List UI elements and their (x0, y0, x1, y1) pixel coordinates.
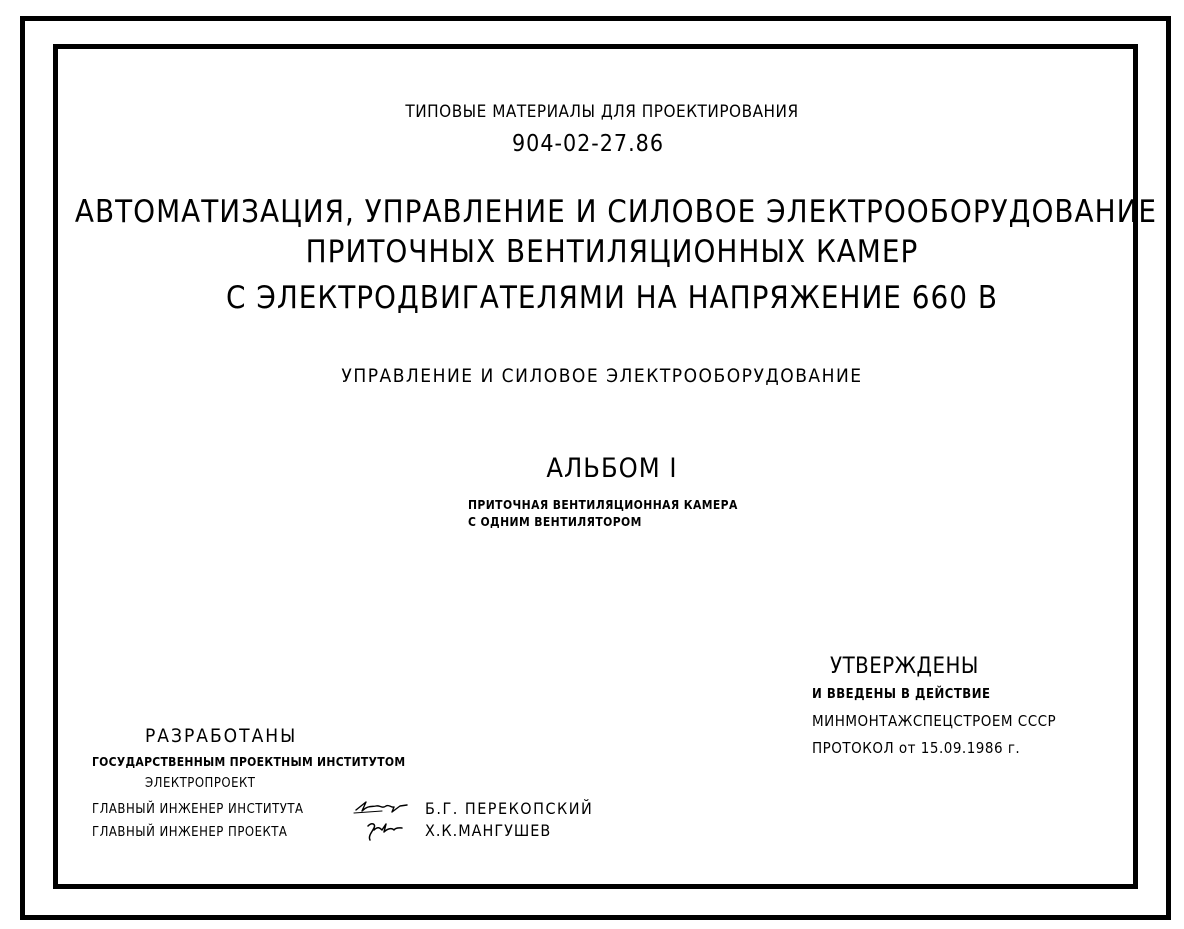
title-line-2: ПРИТОЧНЫХ ВЕНТИЛЯЦИОННЫХ КАМЕР (305, 234, 919, 270)
signer-role-1: ГЛАВНЫЙ ИНЖЕНЕР ИНСТИТУТА (92, 802, 304, 817)
signer-role-2: ГЛАВНЫЙ ИНЖЕНЕР ПРОЕКТА (92, 825, 288, 840)
signature-1 (352, 797, 412, 817)
signer-name-2: Х.К.МАНГУШЕВ (425, 821, 552, 840)
signer-name-1: Б.Г. ПЕРЕКОПСКИЙ (425, 799, 594, 818)
album-description-line-1: ПРИТОЧНАЯ ВЕНТИЛЯЦИОННАЯ КАМЕРА (468, 498, 738, 512)
title-line-1: АВТОМАТИЗАЦИЯ, УПРАВЛЕНИЕ И СИЛОВОЕ ЭЛЕКТРООБОРУДОВАНИЕ (74, 194, 1158, 230)
album-description-line-2: С ОДНИМ ВЕНТИЛЯТОРОМ (468, 515, 642, 529)
developer-org-line-2: ЭЛЕКТРОПРОЕКТ (145, 776, 256, 791)
developed-heading: РАЗРАБОТАНЫ (145, 725, 298, 747)
series-label: ТИПОВЫЕ МАТЕРИАЛЫ ДЛЯ ПРОЕКТИРОВАНИЯ (405, 102, 799, 122)
series-code: 904-02-27.86 (512, 131, 664, 157)
developer-org-line-1: ГОСУДАРСТВЕННЫМ ПРОЕКТНЫМ ИНСТИТУТОМ (92, 755, 406, 769)
title-line-3: С ЭЛЕКТРОДВИГАТЕЛЯМИ НА НАПРЯЖЕНИЕ 660 В (226, 280, 998, 316)
signature-2 (362, 818, 408, 844)
approved-line-2: МИНМОНТАЖСПЕЦСТРОЕМ СССР (812, 712, 1057, 730)
section-title: УПРАВЛЕНИЕ И СИЛОВОЕ ЭЛЕКТРООБОРУДОВАНИЕ (341, 365, 863, 387)
approved-line-3: ПРОТОКОЛ от 15.09.1986 г. (812, 739, 1021, 757)
approved-line-1: И ВВЕДЕНЫ В ДЕЙСТВИЕ (812, 687, 991, 702)
approved-heading: УТВЕРЖДЕНЫ (830, 654, 979, 679)
album-label: АЛЬБОМ I (546, 453, 678, 484)
